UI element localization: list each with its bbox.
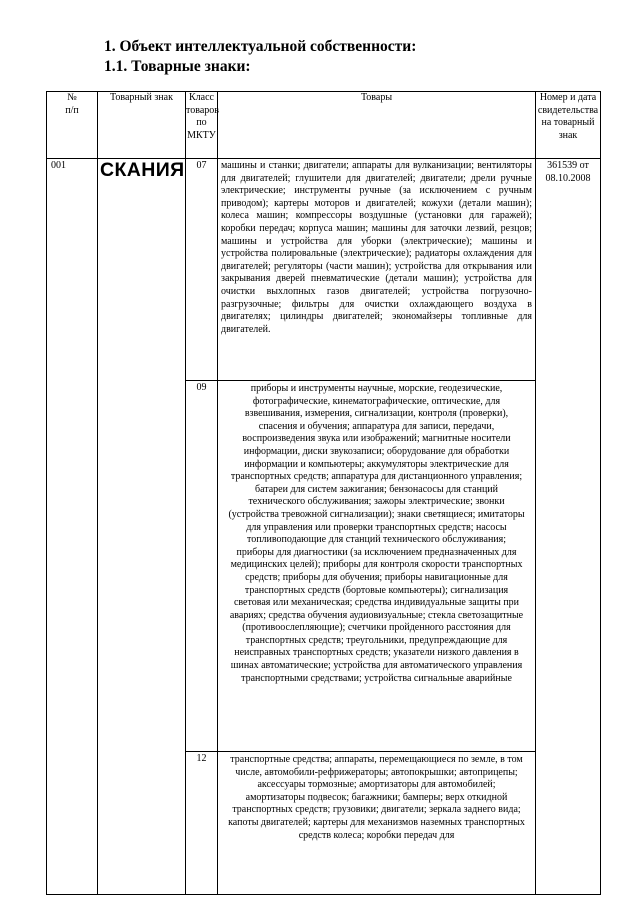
class-number: 12 xyxy=(186,752,218,895)
goods-text: машины и станки; двигатели; аппараты для вулканизации; вентиляторы для двигателей; глушители для двигателей; двигатели; дрели ручные электрические; инструменты ручные (за исключением с ручным приводом); картеры моторов и двигателей; кожухи (детали машин); колеса машин; компрессоры воздушные (установки для гаражей); коробки передач; корпуса машин; машины для заточки лезвий, резцов; машины и устройства для уборки (электрические); машины и устройства полировальные (электрические); радиаторы охлаждения для двигателей; регуляторы (части машин); устройства для открывания или закрывания дверей пневматические (детали машин); устройства для очистки выхлопных газов двигателей; устройства погрузочно-разгрузочные; фильтры для очистки охлаждающего воздуха в двигателях; цилиндры двигателей; экономайзеры топливные для двигателей. xyxy=(218,159,536,381)
header-number xyxy=(47,92,98,159)
subsection-title: 1.1. Товарные знаки: xyxy=(104,58,251,75)
table-row xyxy=(47,159,601,381)
trademark-table xyxy=(46,91,601,895)
header-class: Класс товаров по МКТУ xyxy=(186,92,218,159)
table-header-row xyxy=(47,92,601,159)
header-goods: Товары xyxy=(218,92,536,159)
class-number: 07 xyxy=(186,159,218,381)
trademark-cell xyxy=(98,159,186,895)
class-number: 09 xyxy=(186,381,218,752)
entry-number: 001 xyxy=(47,159,98,895)
section-title: 1. Объект интеллектуальной собственности: xyxy=(104,38,417,55)
goods-text: транспортные средства; аппараты, перемещающиеся по земле, в том числе, автомобили-рефрижераторы; автопокрышки; автоприцепы; аксессуары тормозные; амортизаторы для автомобилей; амортизаторы подвесок; багажники; бамперы; верх откидной транспортных средств; грузовики; двигатели; зеркала заднего вида; капоты двигателей; картеры для механизмов наземных транспортных средств колеса; коробки передач для xyxy=(218,752,536,895)
header-number-sign: № xyxy=(67,92,77,103)
trademark-word: СКАНИЯ xyxy=(100,159,185,181)
header-number-pp: п/п xyxy=(65,104,79,116)
goods-text: приборы и инструменты научные, морские, геодезические, фотографические, кинематографические, оптические, для взвешивания, измерения, сигнализации, контроля (проверки), спасения и обучения; аппаратура для записи, передачи, воспроизведения звука или изображений; магнитные носители информации, диски звукозаписи; оборудование для обработки информации и компьютеры; аккумуляторы электрические для транспортных средств; аппаратура для дистанционного управления; батареи для систем зажигания; бензонасосы для станций технического обслуживания; зажоры электрические; звонки (устройства тревожной сигнализации); знаки светящиеся; имитаторы для управления или проверки транспортных средств; насосы топливоподающие для станций технического обслуживания; приборы для диагностики (за исключением предназначенных для медицинских целей); приборы для контроля скорости транспортных средств; приборы для обучения; приборы навигационные для транспортных средств (бортовые компьютеры); сигнализация световая или механическая; средства индивидуальные защиты при авариях; средства обучения аудиовизуальные; стекла светозащитные (противоослепляющие); счетчики пройденного расстояния для транспортных средств; треугольники, предупреждающие для неисправных транспортных средств; указатели низкого давления в шинах автоматические; устройства для автоматического управления транспортными средствами; устройства сигнальные аварийные xyxy=(218,381,536,752)
header-registration: Номер и дата свидетельства на товарный знак xyxy=(536,92,601,159)
registration-cell: 361539 от 08.10.2008 xyxy=(536,159,601,895)
header-trademark: Товарный знак xyxy=(98,92,186,159)
